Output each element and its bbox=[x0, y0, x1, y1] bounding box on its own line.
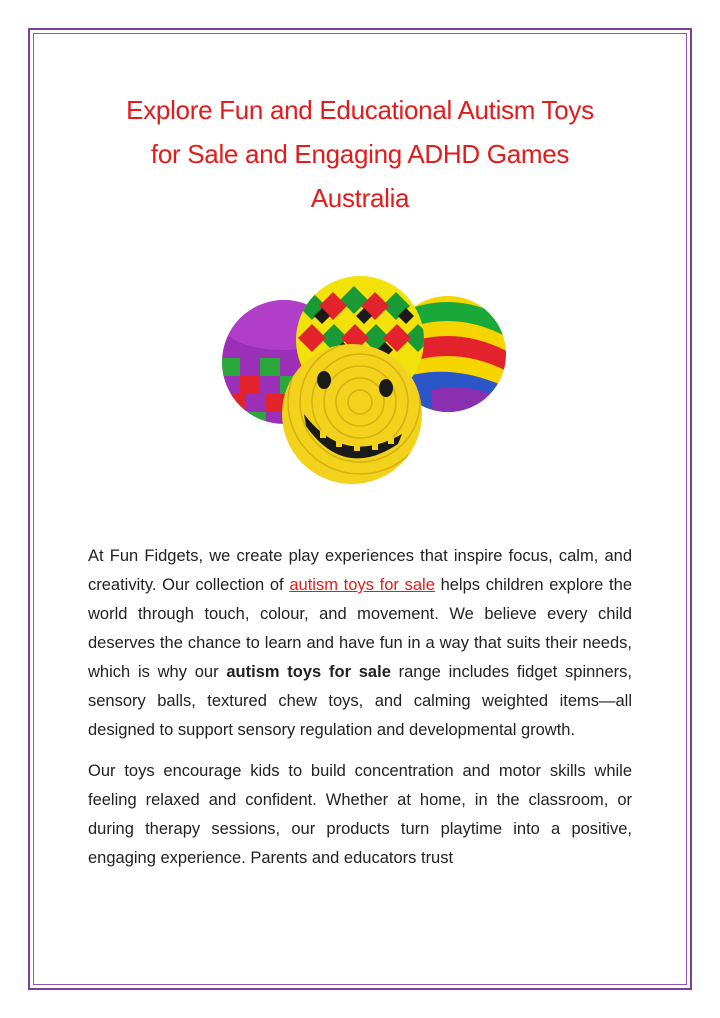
crochet-hacky-sack-balls-image bbox=[212, 262, 512, 492]
paragraph-1-text-a: At Fun Fidgets, we create play experiences that inspire focus, calm, and creativity. Our collection of bbox=[88, 547, 632, 594]
paragraph-2: Our toys encourage kids to build concentration and motor skills while feeling relaxed and confident. Whether at home, in the classroom, or during therapy sessions, our products turn playtime into a positive, engaging experience. Parents and educators trust bbox=[88, 762, 632, 867]
page-title bbox=[60, 88, 660, 220]
paragraph-1 bbox=[88, 542, 632, 745]
title-line-2: for Sale and Engaging ADHD Games bbox=[150, 139, 570, 169]
body-text bbox=[88, 542, 632, 885]
autism-toys-link[interactable]: autism toys for sale bbox=[289, 576, 435, 594]
bold-keyword: autism toys for sale bbox=[226, 663, 391, 681]
title-line-3: Australia bbox=[310, 183, 410, 213]
paragraph-1-text-b: helps children explore the world through touch, colour, and movement. We believe every child deserves the chance to learn and have fun in a way that suits their needs, which is why our bbox=[88, 576, 632, 681]
paragraph-1-text-c: range includes fidget spinners, sensory balls, textured chew toys, and calming weighted items—all designed to support sensory regulation and developmental growth. bbox=[88, 663, 632, 739]
title-line-1: Explore Fun and Educational Autism Toys bbox=[126, 95, 594, 125]
